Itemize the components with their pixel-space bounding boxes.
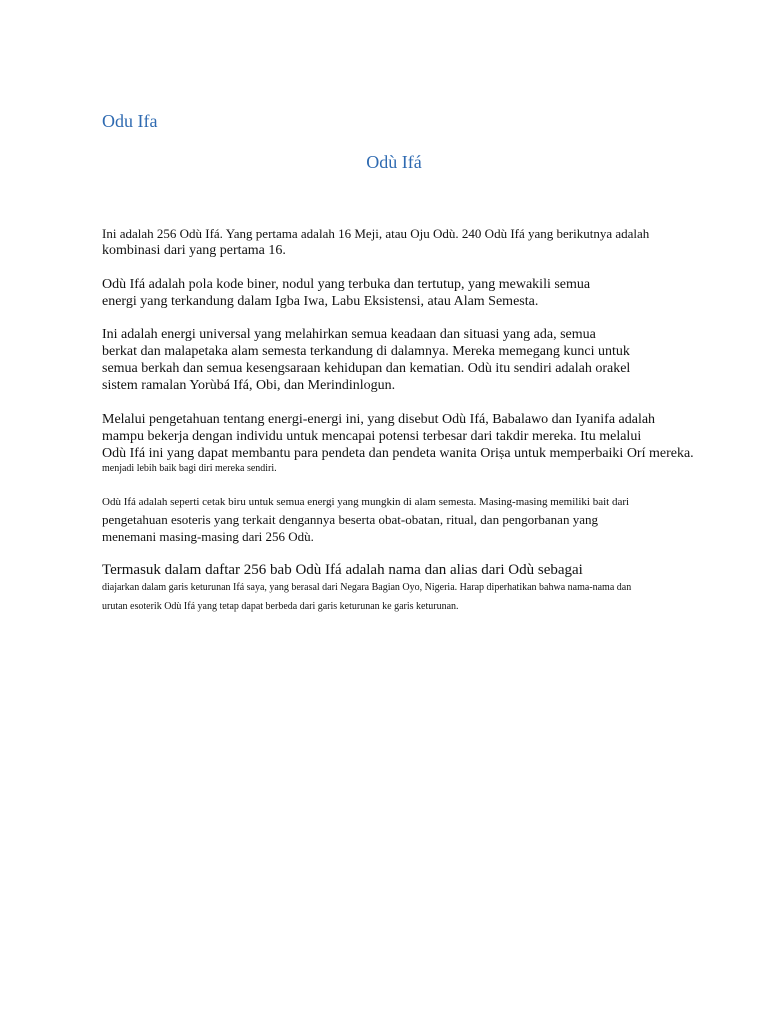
paragraph-5 [102, 494, 742, 545]
paragraph-line: Ini adalah energi universal yang melahirkan semua keadaan dan situasi yang ada, semua [102, 327, 596, 342]
paragraph-line: menjadi lebih baik bagi diri mereka sendiri. [102, 463, 277, 474]
paragraph-2 [102, 276, 742, 310]
paragraph-line: Ini adalah 256 Odù Ifá. Yang pertama adalah 16 Meji, atau Oju Odù. 240 Odù Ifá yang berikutnya adalah [102, 226, 650, 241]
paragraph-line: mampu bekerja dengan individu untuk mencapai potensi terbesar dari takdir mereka. Itu melalui [102, 429, 642, 444]
paragraph-line: berkat dan malapetaka alam semesta terkandung di dalamnya. Mereka memegang kunci untuk [102, 344, 630, 359]
paragraph-line: pengetahuan esoteris yang terkait dengannya beserta obat-obatan, ritual, dan pengorbanan yang [102, 512, 598, 527]
paragraph-1 [102, 225, 742, 259]
paragraph-line: energi yang terkandung dalam Igba Iwa, Labu Eksistensi, atau Alam Semesta. [102, 294, 539, 309]
paragraph-line: Melalui pengetahuan tentang energi-energi ini, yang disebut Odù Ifá, Babalawo dan Iyanifa adalah [102, 412, 656, 427]
paragraph-line: menemani masing-masing dari 256 Odù. [102, 529, 314, 544]
paragraph-line: diajarkan dalam garis keturunan Ifá saya, yang berasal dari Negara Bagian Oyo, Nigeria. Harap diperhatikan bahwa nama-nama dan [102, 582, 632, 593]
paragraph-line: Termasuk dalam daftar 256 bab Odù Ifá adalah nama dan alias dari Odù sebagai [102, 562, 583, 578]
paragraph-line: urutan esoterik Odù Ifá yang tetap dapat berbeda dari garis keturunan ke garis keturunan. [102, 601, 459, 612]
paragraph-line: sistem ramalan Yorùbá Ifá, Obi, dan Merindinlogun. [102, 378, 396, 393]
paragraph-line: Odù Ifá adalah seperti cetak biru untuk semua energi yang mungkin di alam semesta. Masing-masing memiliki bait dari [102, 496, 630, 508]
paragraph-line: Odù Ifá adalah pola kode biner, nodul yang terbuka dan tertutup, yang mewakili semua [102, 277, 591, 292]
paragraph-line: Odù Ifá ini yang dapat membantu para pendeta dan pendeta wanita Oriṣa untuk memperbaiki Orí mereka. [102, 446, 694, 461]
paragraph-line: semua berkah dan semua kesengsaraan kehidupan dan kematian. Odù itu sendiri adalah orakel [102, 361, 631, 376]
paragraph-3 [102, 326, 742, 394]
paragraph-line: kombinasi dari yang pertama 16. [102, 243, 286, 258]
document-heading: Odu Ifa [102, 111, 158, 131]
paragraph-4 [102, 411, 742, 475]
document-title: Odù Ifá [366, 152, 422, 172]
paragraph-6 [102, 562, 742, 617]
